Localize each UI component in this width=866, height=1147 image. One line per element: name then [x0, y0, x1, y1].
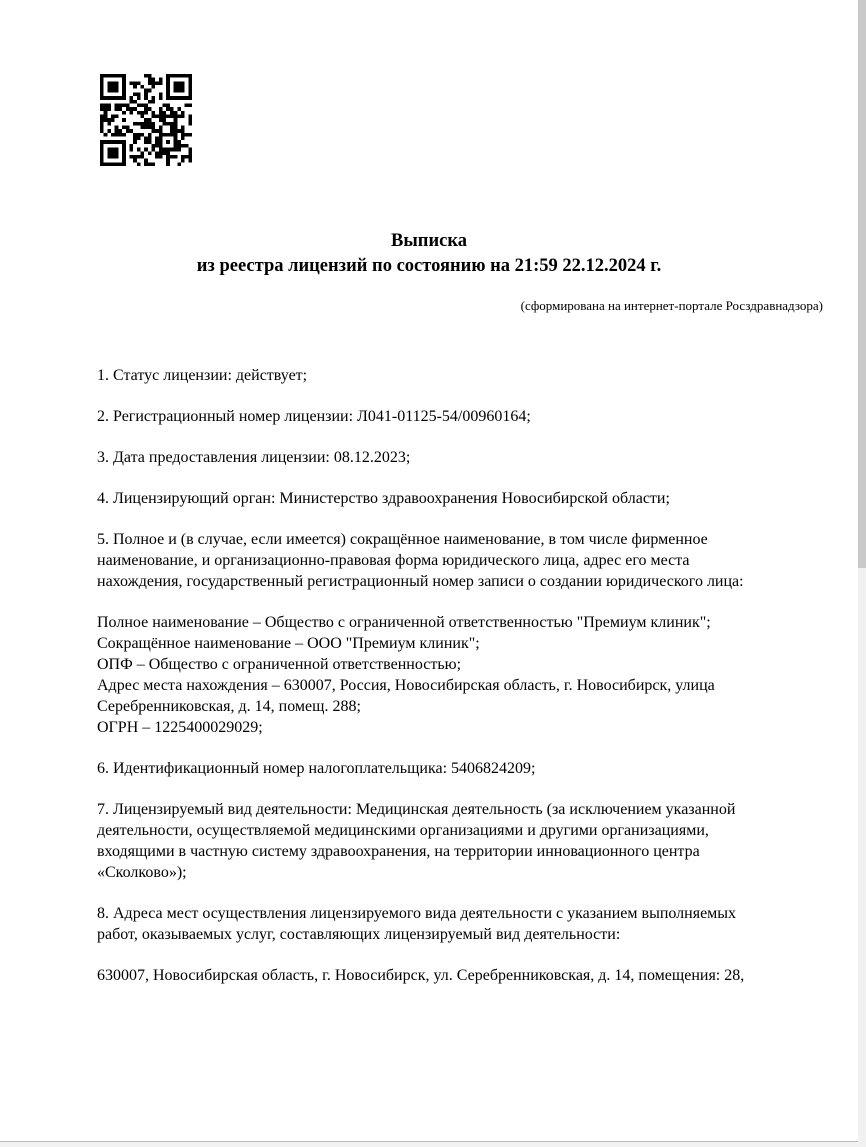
text-line: 6. Идентификационный номер налогоплательщика: 5406824209; — [97, 760, 536, 777]
text-line: 4. Лицензирующий орган: Министерство здравоохранения Новосибирской области; — [97, 490, 670, 507]
paragraph — [97, 612, 744, 738]
qr-code — [100, 74, 192, 166]
text-line: 630007, Новосибирская область, г. Новосибирск, ул. Серебренниковская, д. 14, помещения: 28, — [97, 967, 745, 984]
text-line: ОПФ – Общество с ограниченной ответственностью; — [97, 656, 462, 673]
paragraph — [97, 529, 744, 592]
vertical-scrollbar[interactable] — [858, 0, 866, 1147]
paragraph — [97, 406, 744, 427]
text-line: 1. Статус лицензии: действует; — [97, 367, 308, 384]
document-body — [97, 365, 744, 1006]
text-line: наименование, и организационно-правовая форма юридического лица, адрес его места — [97, 552, 690, 569]
text-line: 5. Полное и (в случае, если имеется) сокращённое наименование, в том числе фирменное — [97, 531, 708, 548]
paragraph — [97, 447, 744, 468]
text-line: Серебренниковская, д. 14, помещ. 288; — [97, 698, 361, 715]
title-line-2: из реестра лицензий по состоянию на 21:59 22.12.2024 г. — [196, 256, 662, 276]
text-line: 3. Дата предоставления лицензии: 08.12.2023; — [97, 449, 411, 466]
paragraph — [97, 903, 744, 945]
text-line: Адрес места нахождения – 630007, Россия, Новосибирская область, г. Новосибирск, улица — [97, 677, 715, 694]
text-line: «Сколково»); — [97, 864, 187, 881]
paragraph — [97, 965, 744, 986]
text-line: 2. Регистрационный номер лицензии: Л041-01125-54/00960164; — [97, 408, 531, 425]
text-line: работ, оказываемых услуг, составляющих лицензируемый вид деятельности: — [97, 926, 621, 943]
text-line: Сокращённое наименование – ООО "Премиум клиник"; — [97, 635, 480, 652]
text-line: 7. Лицензируемый вид деятельности: Медицинская деятельность (за исключением указанной — [97, 801, 736, 818]
text-line: деятельности, осуществляемой медицинскими организациями и другими организациями, — [97, 822, 709, 839]
text-line: нахождения, государственный регистрационный номер записи о создании юридического лица: — [97, 573, 744, 590]
document-title — [0, 229, 858, 279]
text-line: входящими в частную систему здравоохранения, на территории инновационного центра — [97, 843, 700, 860]
title-line-1: Выписка — [391, 231, 467, 251]
scrollbar-thumb[interactable] — [858, 0, 866, 568]
formation-note: (сформирована на интернет-портале Росздравнадзора) — [520, 298, 823, 313]
text-line: ОГРН – 1225400029029; — [97, 719, 263, 736]
paragraph — [97, 758, 744, 779]
text-line: Полное наименование – Общество с ограниченной ответственностью "Премиум клиник"; — [97, 614, 711, 631]
paragraph — [97, 365, 744, 386]
paragraph — [97, 488, 744, 509]
paragraph — [97, 799, 744, 883]
page-bottom-edge — [0, 1141, 858, 1147]
text-line: 8. Адреса мест осуществления лицензируемого вида деятельности с указанием выполняемых — [97, 905, 737, 922]
